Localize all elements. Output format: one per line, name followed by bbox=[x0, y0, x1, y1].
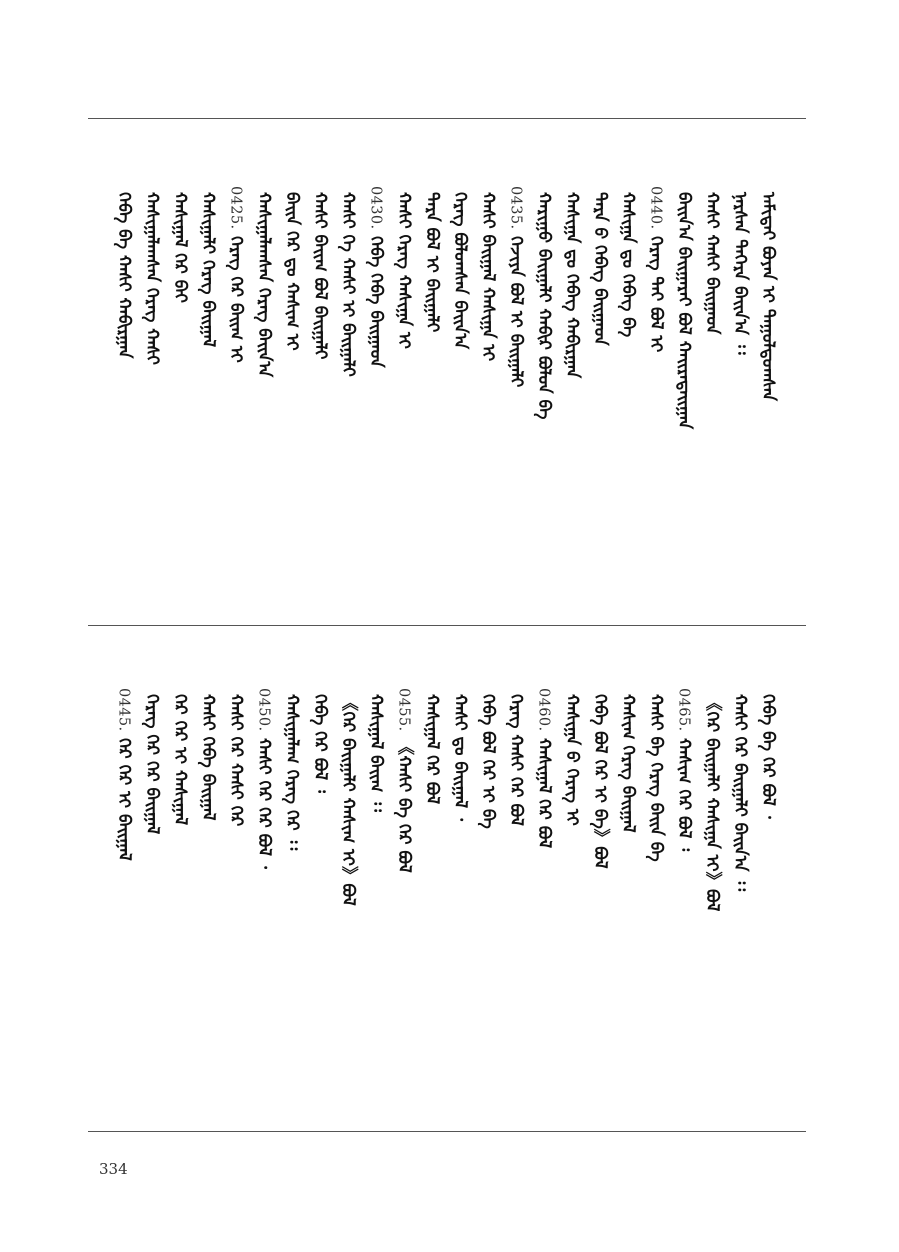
verse-line bbox=[614, 186, 640, 337]
top-rule bbox=[88, 118, 806, 119]
mongolian-verse-text: ᠨᠠᠷᠰᠠᠨ ᠳᠡᠭᠡᠷᠡ ᠪᠠᠢᠨ᠎ᠠ ᠄᠄ bbox=[729, 192, 750, 355]
verse-line bbox=[390, 186, 416, 349]
line-number: 0460. bbox=[535, 688, 552, 732]
page-number: 334 bbox=[99, 1160, 128, 1178]
bottom-rule bbox=[88, 1131, 806, 1132]
line-number: 0445. bbox=[115, 688, 132, 732]
mongolian-verse-text: ᠬᠡᠪᠡ ᠬᠡᠷ ᠪᠤᠯ ᠄ bbox=[309, 694, 330, 793]
mongolian-verse-text: ᠬᠡᠷᠡᠭ ᠬᠠᠰᠢ ᠬᠡᠷ ᠪᠤᠯ bbox=[505, 694, 526, 826]
verse-line bbox=[306, 186, 332, 359]
middle-rule bbox=[88, 625, 806, 626]
mongolian-verse-text: ᠬᠠᠰᠢ ᠬᠡᠷ ᠪᠠᠢᠭᠠᠯᠢ ᠪᠠᠢᠨ᠎ᠠ ᠄᠄ bbox=[729, 694, 750, 892]
mongolian-verse-text: ᠬᠠᠰᠢᠭᠠᠯᠠᠭᠰᠠᠨ ᠬᠡᠷᠡᠭ ᠪᠠᠢᠨ᠎ᠠ bbox=[253, 192, 274, 378]
verse-line bbox=[754, 186, 780, 401]
mongolian-verse-text: ᠬᠡᠷᠡᠭ ᠬᠡᠷ ᠬᠡᠷ ᠪᠠᠢᠭᠠᠯ bbox=[141, 694, 162, 835]
verse-line bbox=[698, 688, 724, 911]
verse-line bbox=[110, 186, 136, 358]
verse-line bbox=[558, 186, 584, 378]
mongolian-verse-text: ᠪᠠᠢᠨ ᠬᠡᠷ ᠳᠤ ᠬᠠᠰᠢᠭ ᠢ bbox=[281, 192, 302, 351]
mongolian-verse-text: ᠬᠠᠰᠢᠭᠠ ᠳᠤ ᠬᠡᠪᠡᠭ ᠪᠠ bbox=[617, 192, 638, 338]
mongolian-verse-text: ᠬᠠᠰᠢ ᠳᠤ ᠪᠠᠢᠭᠠᠯ ᠂ bbox=[449, 694, 470, 821]
verse-line bbox=[502, 186, 528, 387]
mongolian-verse-text: ᠬᠡᠪᠡ ᠪᠤᠯ ᠬᠡᠷ ᠢ ᠪᠠ bbox=[477, 694, 498, 829]
verse-line bbox=[726, 186, 752, 355]
mongolian-verse-text: 《ᠬᠡᠷ ᠪᠠᠢᠭᠠᠯᠢ ᠬᠠᠰᠢᠭᠠ ᠢ》ᠪᠤᠯ bbox=[701, 694, 722, 912]
mongolian-verse-text: ᠬᠠᠰᠢᠭᠠᠯᠠᠭ ᠬᠡᠷᠡᠭ ᠬᠡᠷ ᠄᠄ bbox=[281, 694, 302, 851]
verse-line bbox=[642, 688, 668, 862]
verse-line bbox=[222, 688, 248, 826]
verse-line bbox=[418, 186, 444, 332]
mongolian-verse-text: ᠬᠡᠷ ᠬᠡᠷ ᠢ ᠬᠠᠰᠢᠭᠠᠯ bbox=[169, 694, 190, 826]
verse-line bbox=[530, 186, 556, 419]
verse-line bbox=[278, 186, 304, 351]
verse-line bbox=[138, 186, 164, 365]
verse-line bbox=[446, 688, 472, 821]
line-number: 0435. bbox=[507, 186, 524, 230]
verse-line bbox=[726, 688, 752, 891]
mongolian-verse-text: ᠬᠠᠰᠢ ᠬᠡᠪᠡ ᠪᠠᠢᠭᠠᠯ bbox=[197, 694, 218, 821]
mongolian-verse-text: ᠬᠠᠰᠢᠭᠠ ᠪ ᠬᠡᠷᠡᠭ ᠢ bbox=[561, 694, 582, 826]
mongolian-verse-text: ᠪᠠᠢᠨ᠎ᠠ ᠪᠠᠢᠭᠠᠷᠠᠢ ᠪᠤᠯ ᠬᠠᠢᠷᠠᠲᠠᠢᠭᠠᠨ bbox=[673, 192, 694, 430]
mongolian-verse-text: ᠬᠠᠰᠢ ᠬᠡᠷ ᠬᠠᠰᠢ ᠬᠡᠷ bbox=[225, 694, 246, 827]
verse-line bbox=[502, 688, 528, 826]
verse-line bbox=[754, 688, 780, 819]
mongolian-verse-text: ᠲᠡᠷᠡ ᠪ ᠬᠡᠪᠡᠭ ᠪᠠᠢᠭᠠᠳ bbox=[589, 192, 610, 346]
mongolian-verse-text: 《ᠬᠠᠰᠢ ᠪᠠ ᠬᠡᠷ ᠪᠤᠯ bbox=[393, 737, 414, 873]
mongolian-verse-text: ᠬᠠᠰᠢ ᠬᠡᠷ ᠬᠡᠷ ᠪᠤᠯ ᠂ bbox=[253, 737, 274, 869]
verse-line bbox=[278, 688, 304, 850]
mongolian-verse-text: ᠬᠠᠰᠢᠭᠠ ᠳᠤ ᠬᠡᠪᠡᠭ ᠬᠠᠪᠢᠷᠭᠠᠨ bbox=[561, 192, 582, 379]
verse-line bbox=[138, 688, 164, 834]
line-number: 0455. bbox=[395, 688, 412, 732]
mongolian-verse-text: ᠬᠠᠰᠢ ᠪᠠᠢᠭᠠᠯ ᠬᠠᠰᠢᠭᠠ ᠢ bbox=[477, 192, 498, 362]
mongolian-verse-text: ᠬᠠᠰᠢ ᠪᠠ ᠬᠡᠷᠡᠭ ᠪᠠᠢᠨ ᠪᠠ bbox=[645, 694, 666, 862]
mongolian-verse-text: ᠬᠠᠰᠢ ᠬᠠᠰᠢ ᠪᠠᠢᠭᠠᠳ bbox=[701, 192, 722, 335]
verse-line bbox=[614, 688, 640, 833]
verse-line bbox=[362, 186, 388, 367]
verse-line bbox=[586, 688, 612, 869]
verse-line bbox=[194, 186, 220, 347]
top-verse-panel bbox=[88, 186, 806, 596]
verse-line bbox=[250, 186, 276, 377]
line-number: 0425. bbox=[227, 186, 244, 230]
verse-line bbox=[166, 688, 192, 825]
mongolian-verse-text: ᠬᠡᠪᠡ ᠪᠤᠯ ᠬᠡᠷ ᠢ ᠪᠠ》ᠪᠤᠯ bbox=[589, 694, 610, 869]
line-number: 0465. bbox=[675, 688, 692, 732]
mongolian-verse-text: ᠬᠡᠪᠡ ᠪᠠ ᠬᠡᠷ ᠪᠤᠯ ᠂ bbox=[757, 694, 778, 819]
verse-line bbox=[110, 688, 136, 860]
verse-line bbox=[166, 186, 192, 303]
line-number: 0430. bbox=[367, 186, 384, 230]
mongolian-verse-text: ᠬᠠᠰᠢᠭ ᠬᠡᠷ ᠪᠤᠯ ᠄ bbox=[673, 737, 694, 851]
line-number: 0440. bbox=[647, 186, 664, 230]
mongolian-verse-text: ᠬᠠᠷᠢᠭᠤ ᠪᠠᠢᠭᠠᠯᠢ ᠬᠠᠪᠢᠷ ᠪᠤᠯᠤᠨ ᠪᠠ bbox=[533, 192, 554, 420]
mongolian-verse-text: ᠬᠠᠰᠢ ᠬᠡ ᠬᠠᠰᠢ ᠢ ᠪᠠᠢᠭᠠᠯᠢ bbox=[337, 192, 358, 377]
verse-line bbox=[446, 186, 472, 349]
mongolian-verse-text: ᠬᠠᠰᠢ ᠪᠠᠢᠭ ᠪᠤᠯ ᠪᠠᠢᠭᠠᠯᠢ bbox=[309, 192, 330, 360]
mongolian-verse-text: 《ᠬᠡᠷ ᠪᠠᠢᠭᠠᠯᠢ ᠬᠠᠰᠢᠭ ᠢ》ᠪᠤᠯ bbox=[337, 694, 358, 906]
mongolian-verse-text: ᠬᠠᠰᠢ ᠬᠡᠷᠡᠭ ᠬᠠᠰᠢᠭᠠ ᠢ bbox=[393, 192, 414, 349]
verse-line bbox=[642, 186, 668, 352]
mongolian-verse-text: ᠬᠡᠷᠡᠭ ᠬᠡᠷ ᠪᠠᠢᠭ ᠢ bbox=[225, 235, 246, 363]
verse-line bbox=[670, 688, 696, 851]
verse-line bbox=[670, 186, 696, 429]
mongolian-verse-text: ᠬᠡᠵᠢᠶᠡ ᠪᠤᠯ ᠢ ᠪᠠᠢᠭᠠᠯᠢ bbox=[505, 235, 526, 387]
mongolian-verse-text: ᠬᠠᠰᠢᠭᠠᠯ ᠬᠡᠷ ᠪᠠᠢ bbox=[169, 192, 190, 303]
mongolian-verse-text: ᠬᠡᠪᠡ ᠪᠠ ᠬᠠᠰᠢ ᠬᠠᠪᠢᠷᠭᠠᠨ bbox=[113, 192, 134, 359]
mongolian-verse-text: ᠠᠮᠢᠲᠠᠢ ᠪᠤᠶᠠᠨ ᠢ ᠲᠠᠭᠤᠯᠳᠤᠭᠰᠠᠨ bbox=[757, 192, 778, 402]
mongolian-verse-text: ᠬᠠᠰᠢᠭᠠᠯ ᠬᠡᠷ ᠪᠤᠯ bbox=[421, 694, 442, 805]
mongolian-verse-text: ᠬᠠᠰᠢᠭᠠᠯ ᠪᠠᠢᠭ ᠄᠄ bbox=[365, 694, 386, 812]
mongolian-verse-text: ᠲᠡᠷᠡ ᠪᠤᠯ ᠢ ᠪᠠᠢᠭᠠᠯᠢ bbox=[421, 192, 442, 333]
verse-line bbox=[586, 186, 612, 346]
verse-line bbox=[250, 688, 276, 868]
verse-line bbox=[530, 688, 556, 848]
mongolian-verse-text: ᠬᠡᠷ ᠬᠡᠷ ᠢ ᠪᠠᠢᠭᠠᠯ bbox=[113, 737, 134, 861]
mongolian-verse-text: ᠬᠠᠰᠢᠭᠠᠯᠠᠭᠰᠠᠨ ᠬᠡᠷᠡᠭ ᠬᠠᠰᠢ bbox=[141, 192, 162, 365]
verse-line bbox=[334, 688, 360, 906]
verse-line bbox=[558, 688, 584, 826]
verse-line bbox=[362, 688, 388, 812]
verse-line bbox=[474, 688, 500, 829]
mongolian-verse-text: ᠬᠠᠰᠢᠭᠠᠯ ᠬᠡᠷ ᠪᠤᠯ bbox=[533, 737, 554, 848]
mongolian-verse-text: ᠬᠠᠰᠢᠭ ᠬᠡᠷᠡᠭ ᠪᠠᠢᠭᠠᠯ bbox=[617, 694, 638, 833]
verse-line bbox=[334, 186, 360, 377]
mongolian-verse-text: ᠬᠡᠷᠡᠭ ᠪᠤᠯᠤᠭᠰᠠᠨ ᠪᠠᠢᠨ᠎ᠠ bbox=[449, 192, 470, 350]
verse-line bbox=[390, 688, 416, 872]
mongolian-verse-text: ᠬᠡᠪᠡ ᠬᠡᠪᠡ ᠪᠠᠢᠭᠠᠳ bbox=[365, 235, 386, 368]
verse-line bbox=[222, 186, 248, 362]
mongolian-verse-text: ᠬᠠᠰᠢᠭᠠᠯᠢ ᠬᠡᠷᠡᠭ ᠪᠠᠢᠭᠠᠯ bbox=[197, 192, 218, 348]
verse-line bbox=[418, 688, 444, 804]
verse-line bbox=[306, 688, 332, 793]
verse-line bbox=[698, 186, 724, 334]
verse-line bbox=[474, 186, 500, 361]
mongolian-verse-text: ᠬᠡᠷᠡᠭ ᠲᠠᠢ ᠪᠤᠯ ᠢ bbox=[645, 235, 666, 352]
verse-line bbox=[194, 688, 220, 821]
bottom-verse-panel bbox=[88, 688, 806, 1108]
line-number: 0450. bbox=[255, 688, 272, 732]
